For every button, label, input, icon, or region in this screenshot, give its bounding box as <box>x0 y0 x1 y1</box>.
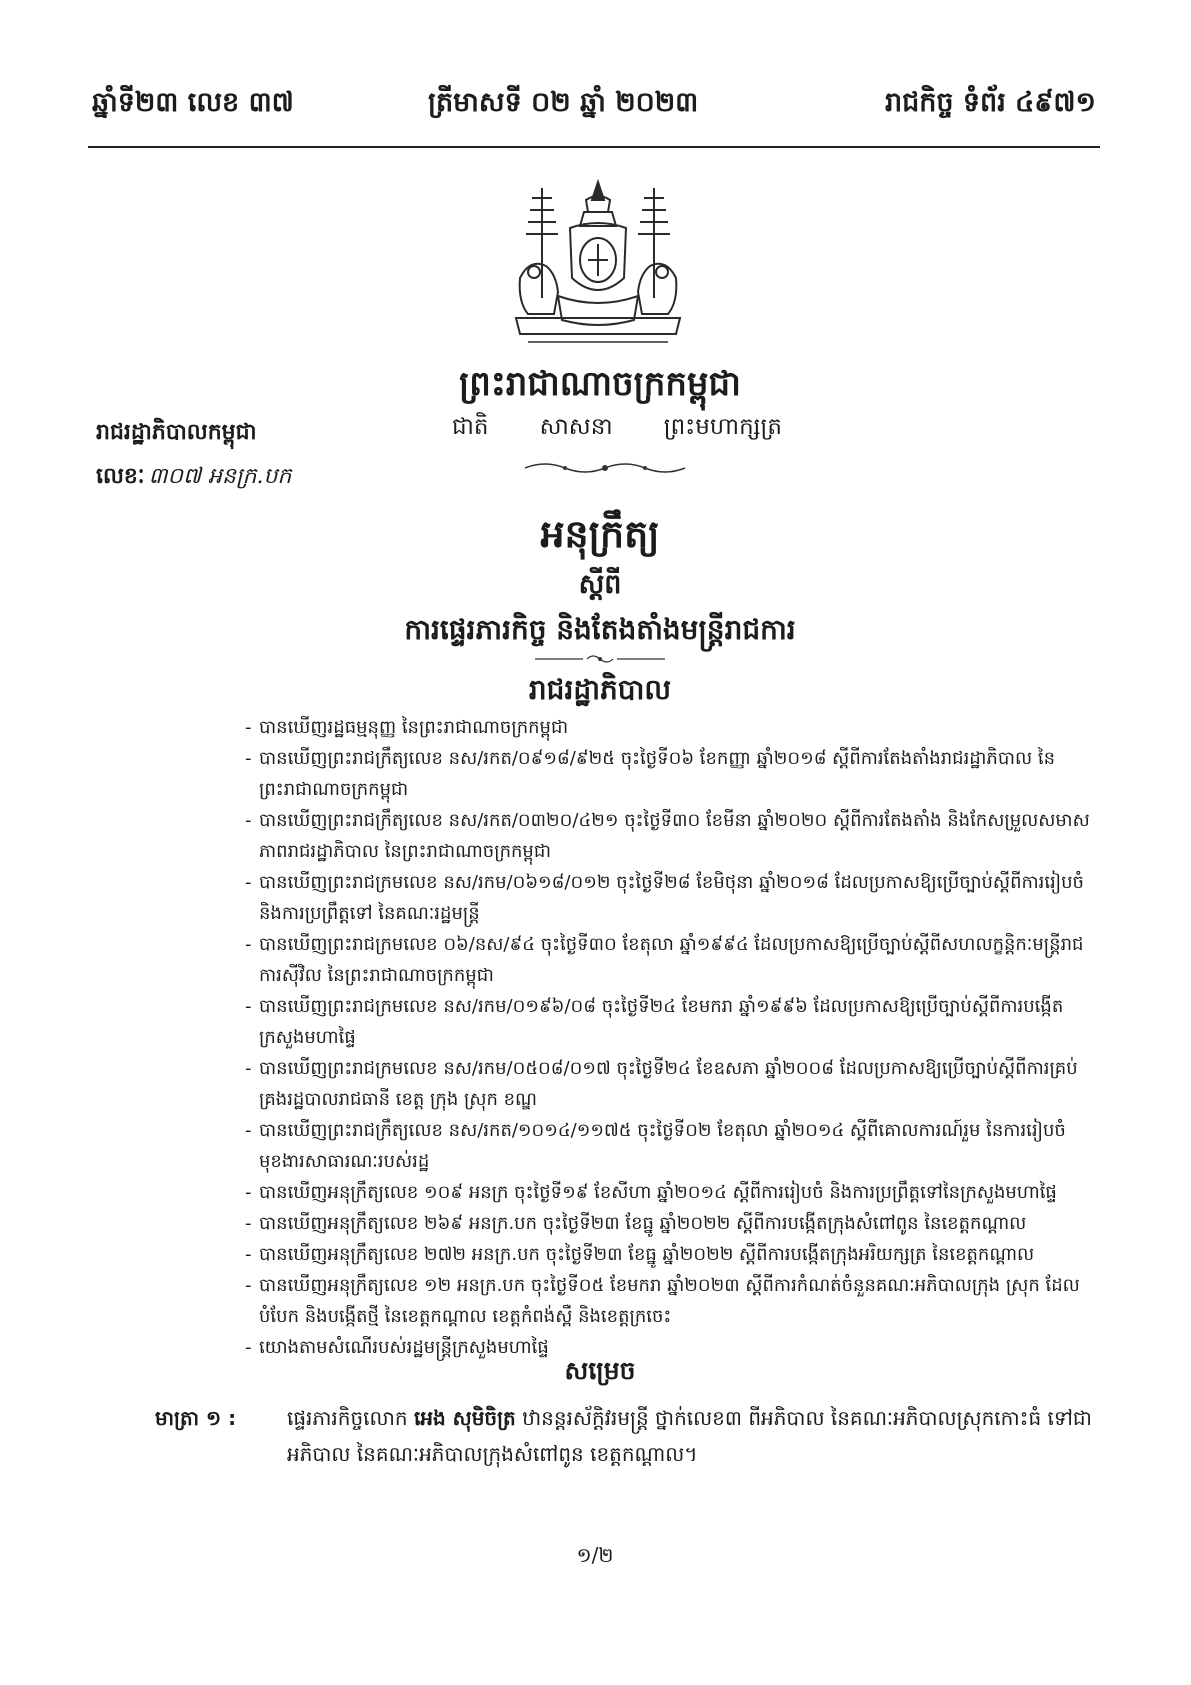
national-motto <box>452 413 782 446</box>
consideration-item: - បានឃើញអនុក្រឹត្យលេខ ២៧២ អនក្រ.បក ចុះថ្ងៃទី២៣ ខែធ្នូ ឆ្នាំ២០២២ ស្តីពីការបង្កើតក្រុងអរិយក្សត្រ នៃខេត្តកណ្តាល <box>245 1244 1035 1265</box>
consideration-item: - បានឃើញព្រះរាជក្រឹត្យលេខ នស/រកត/០៣២០/៤២១ ចុះថ្ងៃទី៣០ ខែមីនា ឆ្នាំ២០២០ ស្តីពីការតែងតាំង និងកែសម្រួលសមាសភាពរាជរដ្ឋាភិបាល នៃព្រះរាជាណាចក្រកម្ពុជា <box>245 810 1090 862</box>
consideration-item: - បានឃើញព្រះរាជក្រឹត្យលេខ នស/រកត/១០១៤/១១៧៥ ចុះថ្ងៃទី០២ ខែតុលា ឆ្នាំ២០១៤ ស្តីពីគោលការណ៍រួម នៃការរៀបចំមុខងារសាធារណៈរបស់រដ្ឋ <box>245 1120 1066 1172</box>
page-number: ១/២ <box>576 1543 614 1567</box>
document-type: អនុក្រឹត្យ <box>540 512 660 556</box>
royal-coat-of-arms <box>508 178 688 350</box>
reference-number-row <box>96 462 291 494</box>
article-label: មាត្រា ១ : <box>155 1406 237 1430</box>
gazette-quarter: ត្រីមាសទី ០២ ឆ្នាំ ២០២៣ <box>428 87 699 118</box>
consideration-item: - បានឃើញអនុក្រឹត្យលេខ ២៦៩ អនក្រ.បក ចុះថ្ងៃទី២៣ ខែធ្នូ ឆ្នាំ២០២២ ស្តីពីការបង្កើតក្រុងសំពៅពូន នៃខេត្តកណ្តាល <box>245 1213 1027 1234</box>
motto-ornament-divider <box>515 458 695 478</box>
gazette-year-issue: ឆ្នាំទី២៣ លេខ ៣៧ <box>92 87 294 118</box>
motto-king: ព្រះមហាក្សត្រ <box>663 414 782 440</box>
issuing-government: រាជរដ្ឋាភិបាលកម្ពុជា <box>96 420 257 445</box>
consideration-item: - បានឃើញរដ្ឋធម្មនុញ្ញ នៃព្រះរាជាណាចក្រកម្ពុជា <box>245 717 569 738</box>
running-header <box>92 86 1096 134</box>
consideration-item: - បានឃើញព្រះរាជក្រមលេខ នស/រកម/០១៩៦/០៨ ចុះថ្ងៃទី២៤ ខែមករា ឆ្នាំ១៩៩៦ ដែលប្រកាសឱ្យប្រើច្បាប់ស្តីពីការបង្កើតក្រសួងមហាផ្ទៃ <box>245 996 1064 1048</box>
issuer-title: រាជរដ្ឋាភិបាល <box>528 673 672 706</box>
gazette-page-ref: រាជកិច្ច ទំព័រ ៤៩៧១ <box>884 87 1096 118</box>
article-text: ផ្ទេរភារកិច្ចលោក អេង សុមិចិត្រ ឋានន្តរស័ក្តិវរមន្ត្រី ថ្នាក់លេខ៣ ពីអភិបាល នៃគណៈអភិបាលស្រុកកោះធំ ទៅជាអភិបាល នៃគណៈអភិបាលក្រុងសំពៅពូន ខេត្តកណ្តាល។ <box>287 1406 1092 1466</box>
consideration-item: - បានឃើញព្រះរាជក្រមលេខ នស/រកម/០៥០៨/០១៧ ចុះថ្ងៃទី២៤ ខែឧសភា ឆ្នាំ២០០៨ ដែលប្រកាសឱ្យប្រើច្បាប់ស្តីពីការគ្រប់គ្រងរដ្ឋបាលរាជធានី ខេត្ត ក្រុង ស្រុក ខណ្ឌ <box>245 1058 1078 1110</box>
kingdom-title: ព្រះរាជាណាចក្រកម្ពុជា <box>459 364 741 404</box>
motto-nation: ជាតិ <box>452 414 489 440</box>
consideration-item: - បានឃើញព្រះរាជក្រឹត្យលេខ នស/រកត/០៩១៨/៩២៥ ចុះថ្ងៃទី០៦ ខែកញ្ញា ឆ្នាំ២០១៨ ស្តីពីការតែងតាំងរាជរដ្ឋាភិបាល នៃព្រះរាជាណាចក្រកម្ពុជា <box>245 748 1055 800</box>
reference-label: លេខៈ <box>96 464 145 489</box>
appointee-name: អេង សុមិចិត្រ <box>413 1406 516 1430</box>
header-divider <box>88 146 1100 148</box>
document-subject: ការផ្ទេរភារកិច្ច និងតែងតាំងមន្ត្រីរាជការ <box>404 613 796 646</box>
handwritten-reference-number: ៣០៧ អនក្រ.បក <box>148 464 292 489</box>
decision-title: សម្រេច <box>564 1356 636 1385</box>
consideration-item: - យោងតាមសំណើរបស់រដ្ឋមន្ត្រីក្រសួងមហាផ្ទៃ <box>245 1337 549 1358</box>
document-concerning: ស្តីពី <box>578 569 622 600</box>
motto-religion: សាសនា <box>539 414 613 440</box>
consideration-item: - បានឃើញព្រះរាជក្រមលេខ ០៦/នស/៩៤ ចុះថ្ងៃទី៣០ ខែតុលា ឆ្នាំ១៩៩៤ ដែលប្រកាសឱ្យប្រើច្បាប់ស្តីពីសហលក្ខន្តិកៈមន្ត្រីរាជការស៊ីវិល នៃព្រះរាជាណាចក្រកម្ពុជា <box>245 934 1084 986</box>
consideration-item: - បានឃើញអនុក្រឹត្យលេខ ១០៩ អនក្រ ចុះថ្ងៃទី១៩ ខែសីហា ឆ្នាំ២០១៤ ស្តីពីការរៀបចំ និងការប្រព្រឹត្តទៅនៃក្រសួងមហាផ្ទៃ <box>245 1182 1057 1203</box>
consideration-item: - បានឃើញអនុក្រឹត្យលេខ ១២ អនក្រ.បក ចុះថ្ងៃទី០៥ ខែមករា ឆ្នាំ២០២៣ ស្តីពីការកំណត់ចំនួនគណៈអភិបាលក្រុង ស្រុក ដែលបំបែក និងបង្កើតថ្មី នៃខេត្តកណ្តាល ខេត្តកំពង់ស្ពឺ និងខេត្តក្រចេះ <box>245 1275 1080 1327</box>
subject-ornament-divider <box>535 652 665 666</box>
considerations-list <box>245 712 1090 1363</box>
consideration-item: - បានឃើញព្រះរាជក្រមលេខ នស/រកម/០៦១៨/០១២ ចុះថ្ងៃទី២៨ ខែមិថុនា ឆ្នាំ២០១៨ ដែលប្រកាសឱ្យប្រើច្បាប់ស្តីពីការរៀបចំ និងការប្រព្រឹត្តទៅ នៃគណៈរដ្ឋមន្ត្រី <box>245 872 1084 924</box>
